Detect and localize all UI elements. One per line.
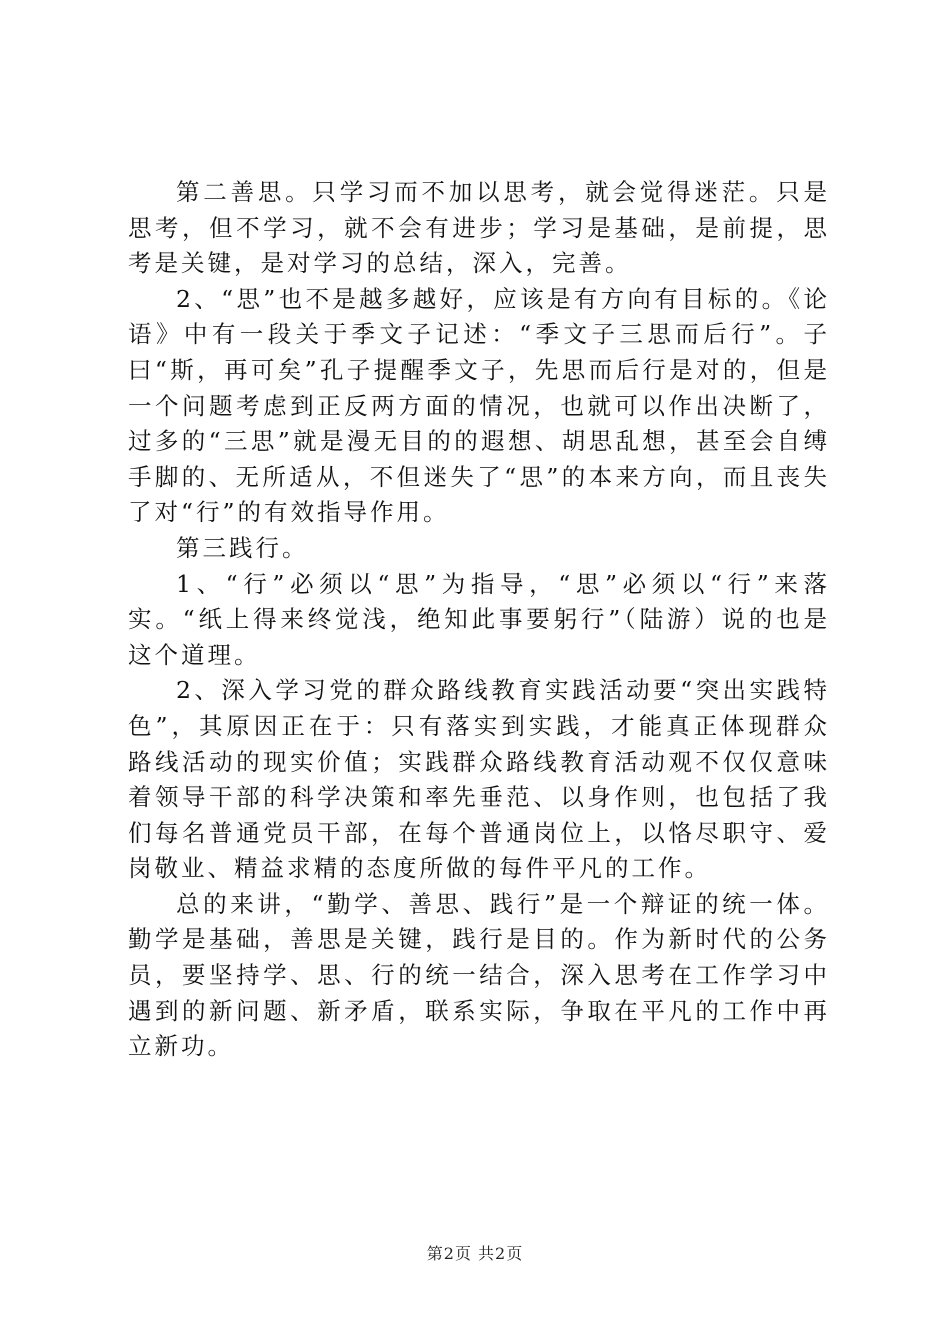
page-footer: 第2页 共2页 — [426, 1244, 524, 1263]
paragraph-jianxing-heading: 第三践行。 — [176, 533, 309, 562]
paragraph-si-point-2: 2、“思”也不是越多越好，应该是有方向有目标的。《论语》中有一段关于季文子记述：“季文子三思而后行”。子曰“斯，再可矣”孔子提醒季文子，先思而后行是对的，但是一个问题考虑到正反两方面的情况，也就可以作出决断了，过多的“三思”就是漫无目的的遐想、胡思乱想，甚至会自缚手脚的、无所适从，不但迷失了“思”的本来方向，而且丧失了对“行”的有效指导作用。 — [128, 284, 830, 527]
paragraph-shansi: 第二善思。只学习而不加以思考，就会觉得迷茫。只是思考，但不学习，就不会有进步；学习是基础，是前提，思考是关键，是对学习的总结，深入，完善。 — [128, 178, 830, 278]
paragraph-conclusion: 总的来讲，“勤学、善思、践行”是一个辩证的统一体。勤学是基础，善思是关键，践行是目的。作为新时代的公务员，要坚持学、思、行的统一结合，深入思考在工作学习中遇到的新问题、新矛盾，联系实际，争取在平凡的工作中再立新功。 — [128, 889, 830, 1061]
paragraph-xing-point-1: 1、“行”必须以“思”为指导，“思”必须以“行”来落实。“纸上得来终觉浅，绝知此事要躬行”（陆游）说的也是这个道理。 — [128, 569, 830, 669]
document-body — [128, 175, 830, 1065]
paragraph-xing-point-2: 2、深入学习党的群众路线教育实践活动要“突出实践特色”，其原因正在于：只有落实到实践，才能真正体现群众路线活动的现实价值；实践群众路线教育活动观不仅仅意味着领导干部的科学决策和率先垂范、以身作则，也包括了我们每名普通党员干部，在每个普通岗位上，以恪尽职守、爱岗敬业、精益求精的态度所做的每件平凡的工作。 — [128, 676, 830, 883]
